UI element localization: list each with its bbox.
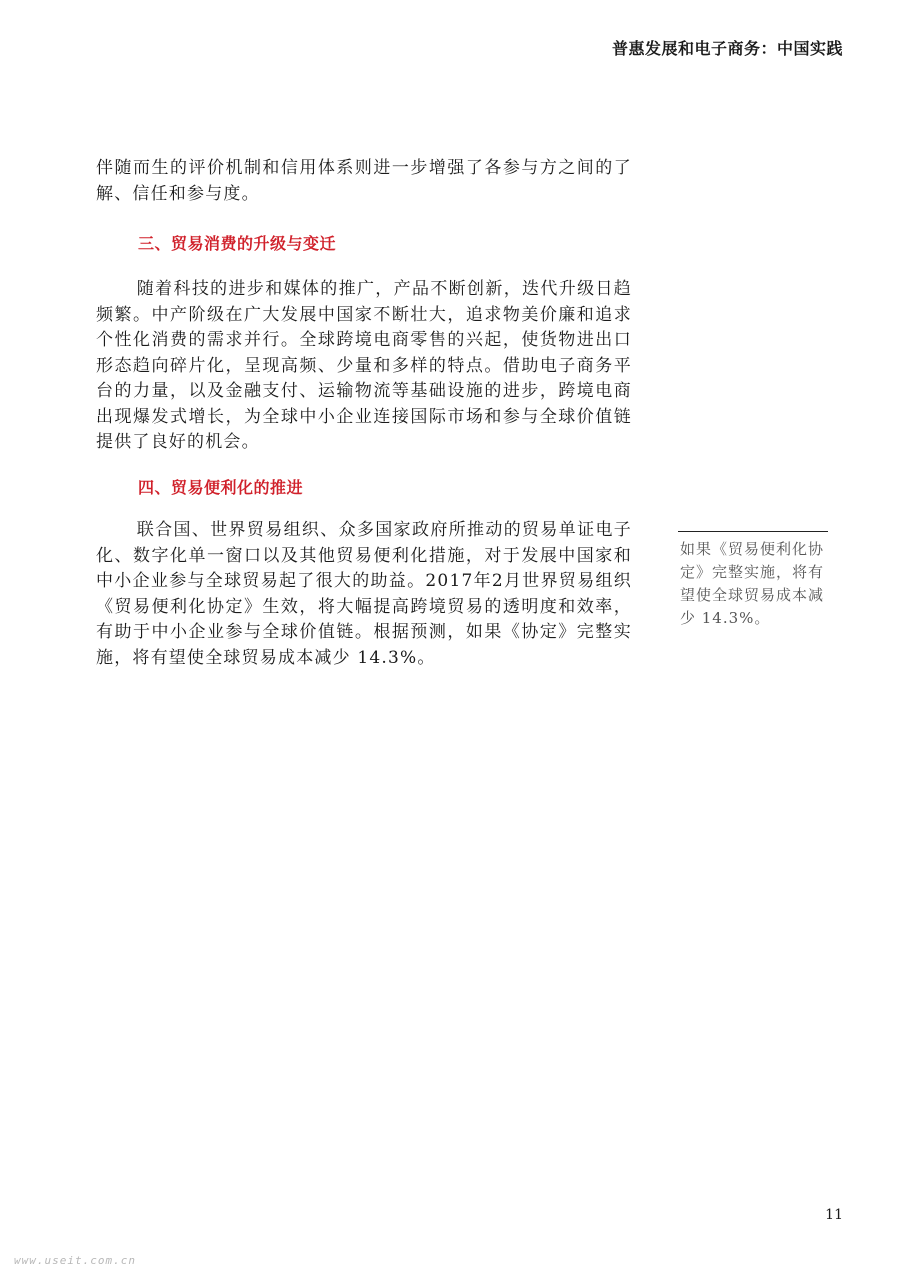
running-header-title: 普惠发展和电子商务：中国实践 bbox=[611, 39, 843, 58]
section3-block bbox=[96, 277, 632, 456]
intro-paragraph: 伴随而生的评价机制和信用体系则进一步增强了各参与方之间的了解、信任和参与度。 bbox=[96, 158, 632, 204]
intro-block bbox=[96, 156, 632, 207]
sidebar-divider bbox=[678, 531, 828, 532]
watermark: www.useit.com.cn bbox=[14, 1254, 136, 1267]
section-heading-trade-facilitation: 四、贸易便利化的推进 bbox=[138, 478, 304, 497]
section4-block bbox=[96, 518, 632, 671]
section3-paragraph: 随着科技的进步和媒体的推广，产品不断创新，迭代升级日趋频繁。中产阶级在广大发展中国家不断壮大，追求物美价廉和追求个性化消费的需求并行。全球跨境电商零售的兴起，使货物进出口形态趋向碎片化，呈现高频、少量和多样的特点。借助电子商务平台的力量，以及金融支付、运输物流等基础设施的进步，跨境电商出现爆发式增长，为全球中小企业连接国际市场和参与全球价值链提供了良好的机会。 bbox=[96, 279, 632, 452]
section4-paragraph: 联合国、世界贸易组织、众多国家政府所推动的贸易单证电子化、数字化单一窗口以及其他贸易便利化措施，对于发展中国家和中小企业参与全球贸易起了很大的助益。2017年2月世界贸易组织《贸易便利化协定》生效，将大幅提高跨境贸易的透明度和效率，有助于中小企业参与全球价值链。根据预测，如果《协定》完整实施，将有望使全球贸易成本减少 14.3%。 bbox=[96, 520, 632, 668]
page-number: 11 bbox=[825, 1207, 843, 1223]
sidebar-pull-quote: 如果《贸易便利化协定》完整实施，将有望使全球贸易成本减少 14.3%。 bbox=[680, 540, 825, 627]
section-heading-consumption-upgrade: 三、贸易消费的升级与变迁 bbox=[138, 234, 337, 253]
